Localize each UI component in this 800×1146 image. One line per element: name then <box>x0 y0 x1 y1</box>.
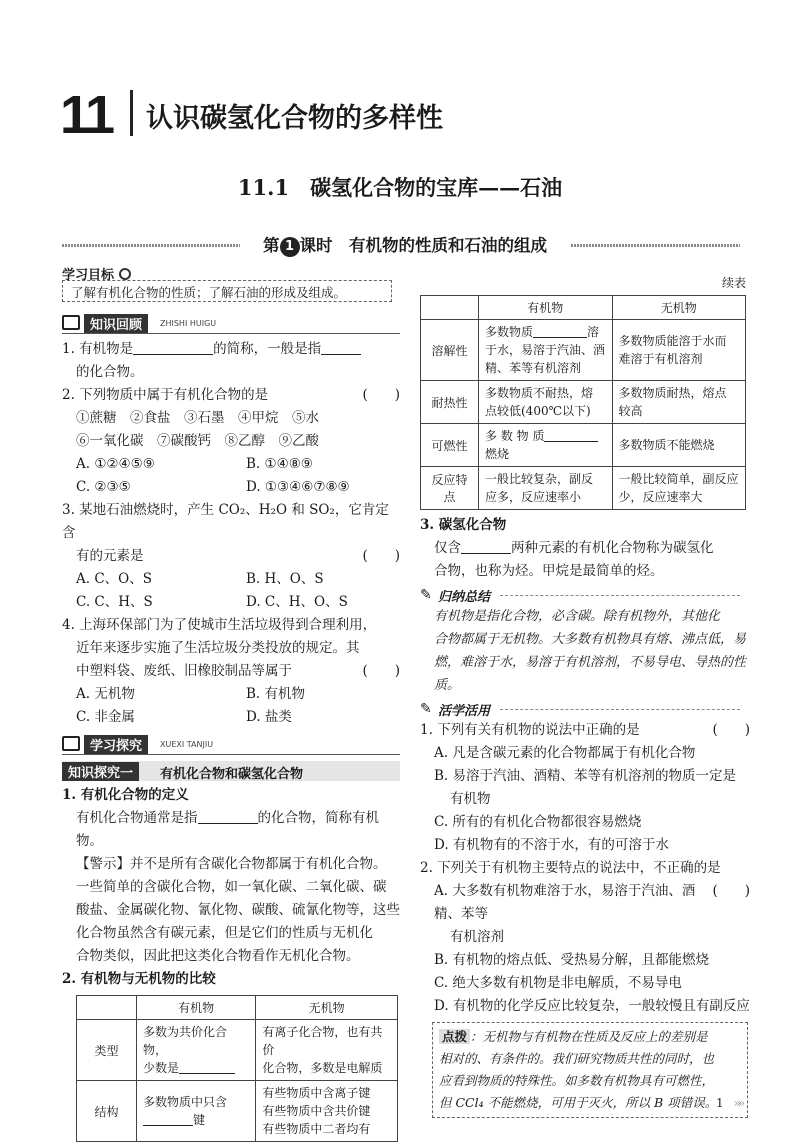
table-header-row <box>77 996 398 1020</box>
chevrons-icon: »» <box>733 1096 743 1110</box>
flammability-inorganic: 多数物质不能燃烧 <box>612 424 746 467</box>
review-q2 <box>62 384 400 407</box>
explore-pinyin: XUEXI TANJIU <box>160 740 214 749</box>
type-organic-2: 少数是 <box>143 1061 180 1075</box>
warning-line-1: 【警示】并不是所有含碳化合物都属于有机化合物。 <box>76 856 387 872</box>
solubility-inorganic-1: 多数物质能溶于水而 <box>618 334 727 348</box>
table-header-row <box>421 296 746 320</box>
warning-line-2: 一些简单的含碳化合物，如一氧化碳、二氧化碳、碳 <box>76 879 387 895</box>
pencil-icon: ✎ <box>420 587 432 603</box>
q1-part-a: 1. 有机物是 <box>62 341 134 357</box>
goal-box <box>62 264 400 304</box>
chapter-number: 11 <box>60 85 114 145</box>
right-column <box>420 274 750 1118</box>
q3-option-b[interactable]: B. H、O、S <box>246 571 324 587</box>
tip-line-1: ：无机物与有机物在性质及反应上的差别是 <box>470 1029 708 1044</box>
flammability-blank[interactable] <box>544 428 598 442</box>
structure-organic-1: 多数物质中只含 <box>143 1095 228 1109</box>
lesson-title <box>240 232 570 257</box>
apply-q1-paren[interactable]: ( ) <box>712 722 750 738</box>
table-row <box>77 1081 398 1142</box>
type-inorganic-1: 有离子化合物，也有共价 <box>262 1025 383 1057</box>
structure-inorganic-2: 有些物质中含共价键 <box>262 1104 371 1118</box>
apply-q1-option-b-cont: 有机物 <box>450 791 491 807</box>
solubility-inorganic-2: 难溶于有机溶剂 <box>618 352 703 366</box>
review-header <box>62 312 400 334</box>
q1-blank-2[interactable] <box>321 341 361 355</box>
apply-q2-option-d[interactable]: D. 有机物的化学反应比较复杂，一般较慢且有副反应 <box>434 998 750 1014</box>
solubility-organic-1: 多数物质 <box>485 325 534 339</box>
definition-part-a: 有机化合物通常是指 <box>76 810 198 826</box>
q3-option-a[interactable]: A. C、O、S <box>76 571 152 587</box>
goal-text: 了解有机化合物的性质；了解石油的形成及组成。 <box>62 280 392 302</box>
continued-table-label: 续表 <box>721 276 746 290</box>
explore-tag: 知识探究一 <box>62 762 139 781</box>
review-q1 <box>62 338 400 361</box>
solubility-blank[interactable] <box>533 324 587 338</box>
chapter-divider <box>130 90 133 136</box>
apply-label: 活学活用 <box>438 704 491 719</box>
row-key-flammability: 可燃性 <box>421 424 479 467</box>
table-header-blank <box>421 296 479 320</box>
tip-line-3: 应看到物质的特殊性。如多数有机物具有可燃性， <box>439 1073 715 1088</box>
apply-q1-option-c[interactable]: C. 所有的有机化合物都很容易燃烧 <box>434 814 642 830</box>
structure-inorganic-1: 有些物质中含离子键 <box>262 1086 371 1100</box>
apply-q2-paren[interactable]: ( ) <box>712 883 750 899</box>
q4-option-d[interactable]: D. 盐类 <box>246 709 292 725</box>
hydrocarbon-part-a: 仅含 <box>434 540 461 556</box>
review-pinyin: ZHISHI HUIGU <box>160 319 217 328</box>
structure-blank[interactable] <box>143 1112 193 1126</box>
q2-option-c[interactable]: C. ②③⑤ <box>76 479 131 495</box>
apply-rule <box>500 709 740 710</box>
page-footer <box>716 1096 742 1110</box>
explore-content <box>62 784 400 991</box>
heat-inorganic-2: 较高 <box>618 404 643 418</box>
explore-topic-bar <box>62 761 400 781</box>
explore-topic-title: 有机化合物和碳氢化合物 <box>160 767 304 782</box>
q4-option-a[interactable]: A. 无机物 <box>76 686 135 702</box>
q2-answer-paren[interactable]: ( ) <box>362 387 400 403</box>
target-icon <box>119 268 131 280</box>
tip-line-4: 但 CCl₄ 不能燃烧，可用于灭火，所以 B 项错误。 <box>439 1095 718 1110</box>
heat-inorganic-1: 多数物质耐热，熔点 <box>618 386 727 400</box>
hydrocarbon-heading: 3. 碳氢化合物 <box>420 517 507 533</box>
q2-items-1: ①蔗糖 ②食盐 ③石墨 ④甲烷 ⑤水 <box>76 410 319 426</box>
type-blank[interactable] <box>179 1060 235 1074</box>
row-key-type: 类型 <box>77 1020 137 1081</box>
explore-header <box>62 733 400 755</box>
comparison-heading: 2. 有机物与无机物的比较 <box>62 971 216 987</box>
lesson-prefix: 第 <box>263 236 280 255</box>
solubility-organic-2: 于水，易溶于汽油、酒 <box>485 343 606 357</box>
summary-line-1: 有机物是指化合物，必含碳。除有机物外，其他化 <box>434 609 721 624</box>
tip-label: 点拨 <box>439 1029 470 1044</box>
apply-q2-stem: 2. 下列关于有机物主要特点的说法中，不正确的是 <box>420 860 721 876</box>
table-header-organic: 有机物 <box>479 296 613 320</box>
type-inorganic-2: 化合物，多数是电解质 <box>262 1061 383 1075</box>
lesson-banner <box>62 232 740 258</box>
left-column <box>62 264 400 1142</box>
warning-line-5: 合物类似，因此把这类化合物看作无机化合物。 <box>76 948 360 964</box>
hydrocarbon-section <box>420 514 750 583</box>
apply-q1-option-d[interactable]: D. 有机物有的不溶于水，有的可溶于水 <box>434 837 669 853</box>
tip-line-2: 相对的、有条件的。我们研究物质共性的同时，也 <box>439 1051 715 1066</box>
chapter-title: 认识碳氢化合物的多样性 <box>146 103 443 134</box>
q4-option-c[interactable]: C. 非金属 <box>76 709 135 725</box>
apply-header <box>420 699 750 719</box>
pencil-icon: ✎ <box>420 701 432 717</box>
warning-line-3: 酸盐、金属碳化物、氰化物、碳酸、硫氰化物等，这些 <box>76 902 400 918</box>
hydrocarbon-blank[interactable] <box>461 540 511 554</box>
row-key-heat: 耐热性 <box>421 381 479 424</box>
solubility-organic-1b: 溶 <box>587 325 600 339</box>
q2-option-a[interactable]: A. ①②④⑤⑨ <box>76 456 155 472</box>
page-number: 1 <box>716 1096 724 1110</box>
flammability-organic-1: 多 数 物 质 <box>485 429 545 443</box>
q3-stem-2: 有的元素是 <box>76 548 144 564</box>
definition-part-b: 的化合物，简称有机物。 <box>76 810 379 849</box>
table-header-blank <box>77 996 137 1020</box>
table-row <box>421 424 746 467</box>
summary-line-2: 合物都属于无机物。大多数有机物具有熔、沸点低，易 <box>434 632 747 647</box>
apply-q1-stem: 1. 下列有关有机物的说法中正确的是 <box>420 722 640 738</box>
apply-q2-option-a-cont: 有机溶剂 <box>450 929 504 945</box>
summary-header <box>420 585 750 605</box>
comparison-table-part2 <box>420 295 746 510</box>
apply-q2-option-a[interactable]: A. 大多数有机物难溶于水，易溶于汽油、酒精、苯等 <box>434 883 696 922</box>
row-key-reaction: 反应特点 <box>421 467 479 510</box>
q3-option-c[interactable]: C. C、H、S <box>76 594 153 610</box>
structure-organic-2: 键 <box>193 1113 206 1127</box>
book-icon <box>62 315 80 330</box>
section-title: 11.1 碳氢化合物的宝库——石油 <box>237 175 563 200</box>
q2-option-d[interactable]: D. ①③④⑥⑦⑧⑨ <box>246 479 350 495</box>
warning-line-4: 化合物虽然含有碳元素，但是它们的性质与无机化 <box>76 925 373 941</box>
banner-rule-right <box>568 244 740 247</box>
apply-q1-option-b[interactable]: B. 易溶于汽油、酒精、苯等有机溶剂的物质一定是 <box>434 768 737 784</box>
review-questions <box>62 338 400 729</box>
apply-questions <box>420 719 750 1018</box>
definition-heading: 1. 有机化合物的定义 <box>62 787 189 803</box>
solubility-organic-3: 精、苯等有机溶剂 <box>485 361 582 375</box>
apply-q1-option-a[interactable]: A. 凡是含碳元素的化合物都属于有机化合物 <box>434 745 696 761</box>
definition-blank[interactable] <box>198 810 258 824</box>
heat-organic-1: 多数物质不耐热，熔 <box>485 386 594 400</box>
q4-line-3: 中塑料袋、废纸、旧橡胶制品等属于 <box>76 663 292 679</box>
explore-label: 学习探究 <box>84 735 148 754</box>
q1-part-b: 的简称，一般是指 <box>213 341 322 357</box>
reaction-organic-2: 应多，反应速率小 <box>485 490 582 504</box>
q4-line-2: 近年来逐步实施了生活垃圾分类投放的规定。其 <box>76 640 360 656</box>
apply-q2-option-b[interactable]: B. 有机物的熔点低、受热易分解，且都能燃烧 <box>434 952 710 968</box>
lesson-suffix: 课时 有机物的性质和石油的组成 <box>299 236 547 255</box>
apply-q2-option-c[interactable]: C. 绝大多数有机物是非电解质，不易导电 <box>434 975 682 991</box>
lesson-number-badge: 1 <box>280 237 300 257</box>
table-row <box>421 320 746 381</box>
flammability-organic-2: 燃烧 <box>485 447 510 461</box>
q2-option-b[interactable]: B. ①④⑧⑨ <box>246 456 313 472</box>
tip-box <box>432 1022 748 1118</box>
heat-organic-2: 点较低(400℃以下) <box>485 404 591 418</box>
table-row <box>421 467 746 510</box>
q4-option-b[interactable]: B. 有机物 <box>246 686 306 702</box>
table-row <box>77 1020 398 1081</box>
q4-line-1: 4. 上海环保部门为了使城市生活垃圾得到合理利用， <box>62 617 377 633</box>
q3-answer-paren[interactable]: ( ) <box>362 548 400 564</box>
table-header-inorganic: 无机物 <box>612 296 746 320</box>
q2-items-2: ⑥一氧化碳 ⑦碳酸钙 ⑧乙醇 ⑨乙酸 <box>76 433 319 449</box>
q1-blank-1[interactable] <box>133 341 213 355</box>
q1-part-c: 的化合物。 <box>76 364 144 380</box>
reaction-inorganic-1: 一般比较简单，副反应 <box>618 472 739 486</box>
type-organic-1: 多数为共价化合物， <box>143 1025 228 1057</box>
reaction-organic-1: 一般比较复杂，副反 <box>485 472 594 486</box>
hydrocarbon-part-c: 合物，也称为烃。甲烷是最简单的烃。 <box>434 563 664 579</box>
q4-answer-paren[interactable]: ( ) <box>362 663 400 679</box>
goal-label: 学习目标 <box>62 268 115 283</box>
book-icon <box>62 736 80 751</box>
summary-text <box>420 605 750 697</box>
table-header-organic: 有机物 <box>137 996 256 1020</box>
summary-line-3: 燃，难溶于水，易溶于有机溶剂，不易导电、导热的性质。 <box>434 655 747 693</box>
summary-rule <box>500 595 740 596</box>
table-header-inorganic: 无机物 <box>256 996 398 1020</box>
row-key-structure: 结构 <box>77 1081 137 1142</box>
comparison-table-part1 <box>76 995 398 1142</box>
q3-option-d[interactable]: D. C、H、O、S <box>246 594 348 610</box>
banner-rule-left <box>62 244 242 247</box>
table-row <box>421 381 746 424</box>
hydrocarbon-part-b: 两种元素的有机化合物称为碳氢化 <box>511 540 714 556</box>
review-label: 知识回顾 <box>84 314 148 333</box>
q3-stem: 3. 某地石油燃烧时，产生 CO₂、H₂O 和 SO₂，它肯定含 <box>62 502 389 541</box>
reaction-inorganic-2: 少，反应速率大 <box>618 490 703 504</box>
structure-inorganic-3: 有些物质中二者均有 <box>262 1122 371 1136</box>
row-key-solubility: 溶解性 <box>421 320 479 381</box>
q2-stem: 2. 下列物质中属于有机化合物的是 <box>62 387 269 403</box>
summary-label: 归纳总结 <box>438 590 491 605</box>
